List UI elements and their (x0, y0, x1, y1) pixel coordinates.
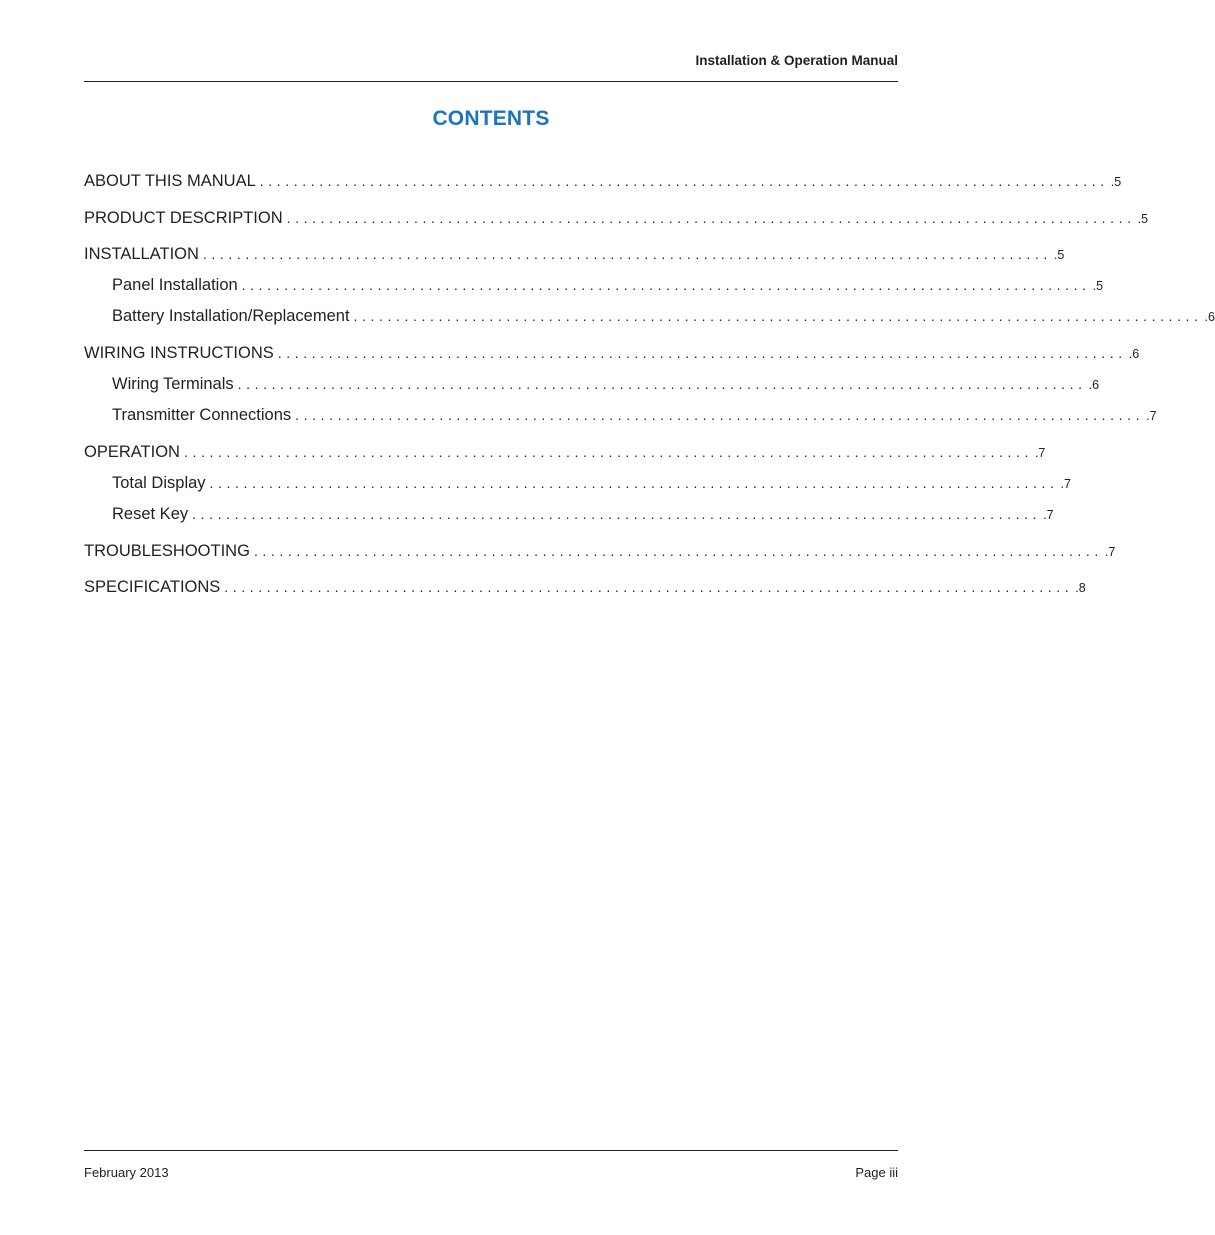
running-header-title: Installation & Operation Manual (695, 53, 898, 68)
dot-leader: .................................................................................................... (295, 407, 1145, 423)
dot-leader: .................................................................................................... (183, 444, 1033, 460)
footer-date: February 2013 (84, 1165, 169, 1180)
toc-entry-battery-installation[interactable] (112, 307, 1215, 331)
toc-entry-page: .6 (1088, 378, 1100, 392)
toc-entry-page: .8 (1075, 581, 1086, 595)
toc-entry-total-display[interactable] (112, 474, 1071, 498)
toc-entry-page: .5 (1137, 212, 1149, 226)
footer-page-number: Page iii (855, 1165, 898, 1180)
toc-entry-troubleshooting[interactable] (84, 542, 1116, 566)
toc-entry-page: .5 (1110, 175, 1122, 189)
toc-entry-page: .6 (1204, 310, 1215, 324)
toc-entry-transmitter-connections[interactable] (112, 406, 1157, 430)
toc-entry-page: .7 (1104, 545, 1116, 559)
toc-entry-page: .7 (1146, 409, 1157, 423)
toc-entry-page: .7 (1060, 477, 1071, 491)
dot-leader: .................................................................................................... (209, 475, 1059, 491)
dot-leader: .................................................................................................... (241, 277, 1091, 293)
dot-leader: .................................................................................................... (277, 345, 1127, 361)
toc-entry-label: WIRING INSTRUCTIONS (84, 344, 274, 362)
toc-entry-label: INSTALLATION (84, 245, 199, 263)
toc-entry-page: .5 (1092, 279, 1104, 293)
toc-entry-page: .7 (1043, 508, 1054, 522)
dot-leader: .................................................................................................... (237, 376, 1087, 392)
dot-leader: .................................................................................................... (224, 579, 1074, 595)
dot-leader: .................................................................................................... (202, 246, 1052, 262)
dot-leader: .................................................................................................... (286, 210, 1136, 226)
toc-entry-label: TROUBLESHOOTING (84, 542, 250, 560)
header-rule (84, 81, 898, 82)
toc-entry-label: Wiring Terminals (112, 375, 234, 393)
toc-entry-label: Total Display (112, 474, 206, 492)
dot-leader: .................................................................................................... (192, 506, 1042, 522)
toc-entry-label: Battery Installation/Replacement (112, 307, 350, 325)
toc-entry-label: OPERATION (84, 443, 180, 461)
toc-entry-reset-key[interactable] (112, 505, 1054, 529)
dot-leader: .................................................................................................... (259, 173, 1109, 189)
dot-leader: .................................................................................................... (253, 543, 1103, 559)
toc-entry-label: ABOUT THIS MANUAL (84, 172, 256, 190)
toc-entry-label: Transmitter Connections (112, 406, 292, 424)
toc-entry-specifications[interactable] (84, 578, 1086, 602)
contents-heading: CONTENTS (432, 107, 550, 130)
footer-rule (84, 1150, 898, 1151)
toc-entry-product-description[interactable] (84, 209, 1149, 233)
toc-entry-label: Panel Installation (112, 276, 238, 294)
toc-entry-label: SPECIFICATIONS (84, 578, 221, 596)
dot-leader: .................................................................................................... (353, 308, 1203, 324)
toc-entry-page: .7 (1034, 446, 1046, 460)
toc-entry-wiring-terminals[interactable] (112, 375, 1100, 399)
toc-entry-label: Reset Key (112, 505, 189, 523)
toc-entry-installation[interactable] (84, 245, 1065, 269)
toc-entry-panel-installation[interactable] (112, 276, 1104, 300)
toc-entry-operation[interactable] (84, 443, 1046, 467)
toc-entry-label: PRODUCT DESCRIPTION (84, 209, 283, 227)
toc-entry-page: .5 (1053, 248, 1065, 262)
toc-entry-about-this-manual[interactable] (84, 172, 1122, 196)
toc-entry-page: .6 (1128, 347, 1140, 361)
toc-entry-wiring-instructions[interactable] (84, 344, 1140, 368)
